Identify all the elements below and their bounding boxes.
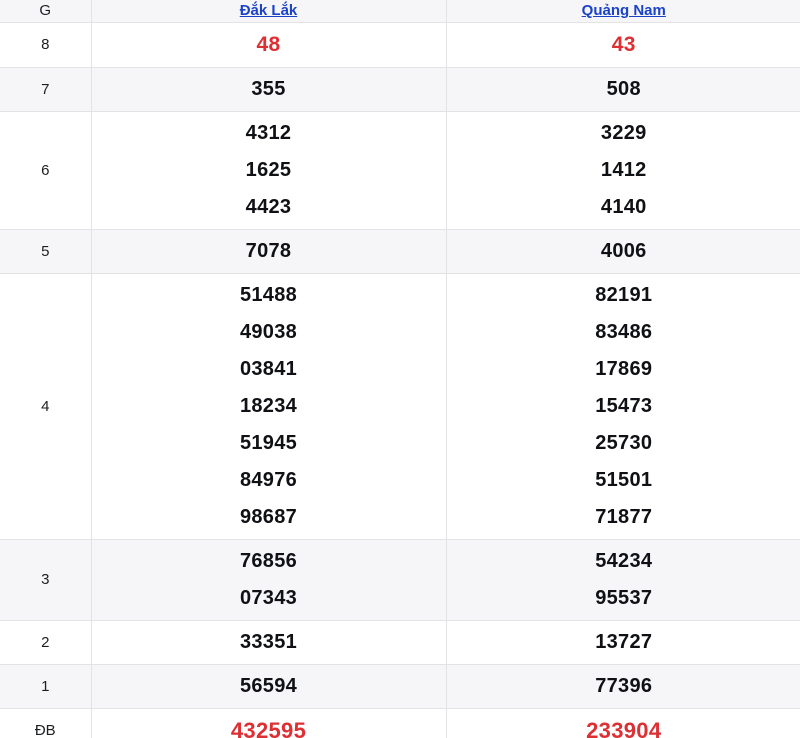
result-cell bbox=[91, 67, 446, 111]
result-number: 83486 bbox=[595, 320, 653, 343]
table-row bbox=[0, 229, 800, 273]
result-cell bbox=[91, 22, 446, 67]
result-cell bbox=[446, 273, 800, 539]
result-number: 18234 bbox=[239, 394, 298, 417]
table-row bbox=[0, 22, 800, 67]
province-header-dak-lak bbox=[91, 0, 446, 22]
result-cell bbox=[91, 664, 446, 708]
table-row bbox=[0, 67, 800, 111]
result-cell bbox=[91, 273, 446, 539]
prize-label: 1 bbox=[0, 664, 91, 708]
prize-column-header: G bbox=[0, 0, 91, 22]
result-cell bbox=[446, 539, 800, 620]
result-number: 4006 bbox=[600, 239, 647, 262]
result-number: 4140 bbox=[600, 195, 647, 218]
result-number: 49038 bbox=[239, 320, 298, 343]
table-row bbox=[0, 539, 800, 620]
result-cell bbox=[446, 664, 800, 708]
result-number: 98687 bbox=[239, 505, 298, 528]
prize-label: 3 bbox=[0, 539, 91, 620]
result-number: 03841 bbox=[239, 357, 298, 380]
result-number: 3229 bbox=[600, 121, 647, 144]
table-body bbox=[0, 22, 800, 738]
result-number: 54234 bbox=[595, 549, 653, 572]
result-number: 4312 bbox=[245, 121, 292, 144]
table-row bbox=[0, 664, 800, 708]
result-number: 82191 bbox=[595, 283, 653, 306]
table-row bbox=[0, 708, 800, 738]
result-cell bbox=[91, 111, 446, 229]
result-number: 71877 bbox=[595, 505, 653, 528]
result-number: 432595 bbox=[230, 717, 307, 738]
result-number: 51501 bbox=[595, 468, 653, 491]
result-number: 51945 bbox=[239, 431, 298, 454]
result-number: 33351 bbox=[239, 630, 298, 653]
result-number: 1625 bbox=[245, 158, 292, 181]
result-number: 17869 bbox=[595, 357, 653, 380]
result-number: 95537 bbox=[595, 586, 653, 609]
prize-label: 6 bbox=[0, 111, 91, 229]
result-number: 77396 bbox=[595, 674, 653, 697]
table-row bbox=[0, 273, 800, 539]
result-cell bbox=[91, 708, 446, 738]
prize-label: 5 bbox=[0, 229, 91, 273]
result-number: 48 bbox=[256, 32, 281, 56]
result-number: 7078 bbox=[245, 239, 292, 262]
result-number: 51488 bbox=[239, 283, 298, 306]
result-number: 07343 bbox=[239, 586, 298, 609]
result-number: 15473 bbox=[595, 394, 653, 417]
table-row bbox=[0, 620, 800, 664]
result-number: 84976 bbox=[239, 468, 298, 491]
table-header bbox=[0, 0, 800, 22]
result-number: 56594 bbox=[239, 674, 298, 697]
result-cell bbox=[446, 67, 800, 111]
result-cell bbox=[446, 620, 800, 664]
result-cell bbox=[446, 22, 800, 67]
result-cell bbox=[91, 620, 446, 664]
result-number: 233904 bbox=[586, 717, 662, 738]
prize-label: 2 bbox=[0, 620, 91, 664]
result-cell bbox=[446, 229, 800, 273]
result-number: 25730 bbox=[595, 431, 653, 454]
prize-label: 4 bbox=[0, 273, 91, 539]
result-number: 1412 bbox=[600, 158, 647, 181]
prize-label: 7 bbox=[0, 67, 91, 111]
province-link-quang-nam[interactable]: Quảng Nam bbox=[581, 2, 666, 20]
result-number: 355 bbox=[251, 77, 286, 100]
prize-label: ĐB bbox=[0, 708, 91, 738]
result-cell bbox=[446, 111, 800, 229]
result-number: 13727 bbox=[595, 630, 653, 653]
result-number: 4423 bbox=[245, 195, 292, 218]
province-link-dak-lak[interactable]: Đắk Lắk bbox=[239, 2, 298, 20]
result-cell bbox=[91, 229, 446, 273]
header-row bbox=[0, 0, 800, 22]
table-row bbox=[0, 111, 800, 229]
prize-label: 8 bbox=[0, 22, 91, 67]
result-number: 76856 bbox=[239, 549, 298, 572]
result-cell bbox=[446, 708, 800, 738]
province-header-quang-nam bbox=[446, 0, 800, 22]
result-cell bbox=[91, 539, 446, 620]
result-number: 43 bbox=[611, 32, 636, 56]
result-number: 508 bbox=[606, 77, 641, 100]
